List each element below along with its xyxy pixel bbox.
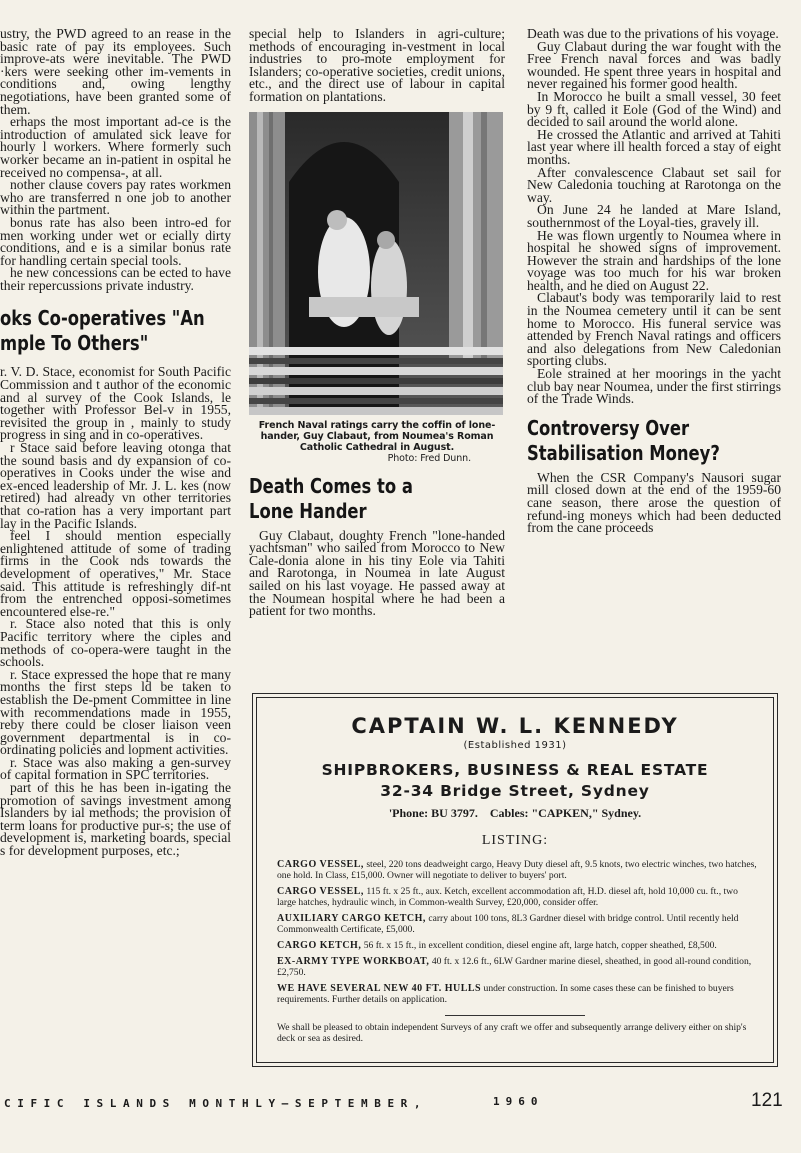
paragraph: he new concessions can be ected to have their repercussions private industry. [0, 265, 231, 293]
paragraph: r. V. D. Stace, economist for South Pacific Commission and t author of the economic and al survey of the Cook Islands, le together with Professor Bel-v in 1955, revisited the group in , mainly to study progress in sing and in co-operatives. [0, 364, 231, 443]
ad-title: CAPTAIN W. L. KENNEDY [351, 714, 679, 738]
ad-list-item [277, 886, 759, 908]
ad-listing-heading: LISTING: [481, 833, 549, 848]
page-number: 121 [751, 1090, 783, 1111]
ad-list-item [277, 956, 759, 978]
paragraph: feel I should mention especially enlightened attitude of some of trading firms in the Cook nds towards the development of operatives," Mr. Stace said. This attitude is refreshingly dif-nt from the entrenched opposi-sometimes encountered else-re." [0, 528, 231, 619]
headline-line: Death Comes to a [249, 473, 413, 498]
paragraph: special help to Islanders in agri-culture; methods of encouraging in-vestment in local industries to pro-mote employment for Islanders; co-operative societies, credit unions, etc., and the direct use of labour in capital formation on plantations. [249, 26, 505, 104]
paragraph: Death was due to the privations of his voyage. [527, 26, 779, 41]
ad-established: (Established 1931) [463, 740, 567, 751]
running-head: CIFIC ISLANDS MONTHLY—SEPTEMBER, [4, 1097, 428, 1110]
ad-item-text: 56 ft. x 15 ft., in excellent condition, diesel engine aft, large hatch, copper sheathed, £8,500. [363, 940, 717, 951]
photo-caption [249, 420, 505, 464]
paragraph: He crossed the Atlantic and arrived at Tahiti last year where ill health forced a stay of eight months. [527, 126, 781, 167]
caption-text: French Naval ratings carry the coffin of lone-hander, Guy Clabaut, from Noumea's Roman Catholic Cathedral in August. [258, 419, 496, 453]
paragraph: part of this he has been in-igating the promotion of savings investment among Islanders by ial methods; the provision of term loans for productive pur-s; the use of development is, marketing boards, special s for development purposes, etc.; [0, 780, 231, 858]
ad-frame [256, 697, 774, 1063]
funeral-photo [249, 112, 503, 415]
ad-list-item [277, 859, 759, 881]
column-right [527, 28, 781, 535]
ad-item-text: steel, 220 tons deadweight cargo, Heavy Duty diesel aft, 9.5 knots, two electric winches, two hatches, one hold. In Class, £15,000. Owner will negotiate to deliver to buyers' port. [277, 859, 757, 881]
ad-list-item [277, 983, 759, 1005]
headline-line: oks Co-operatives "An [0, 306, 205, 331]
paragraph: After convalescence Clabaut set sail for New Caledonia touching at Rarotonga on the way. [527, 164, 781, 205]
paragraph: erhaps the most important ad-ce is the introduction of amulated sick leave for hourly l workers. Where formerly such worker became an in-patient in ospital he received no compensa-, at all. [0, 114, 231, 180]
paragraph: He was flown urgently to Noumea where in hospital he showed signs of improvement. However the strain and hardships of the lone voyage was too much for his war broken health, and he died on August 22. [527, 227, 781, 293]
paragraph: Guy Clabaut, doughty French "lone-handed yachtsman" who sailed from Morocco to New Cale-donia alone in his tiny Eole via Tahiti and Rarotonga, in Noumea in late August sailed on his last voyage. He passed away at the Noumean hospital where he had been a patient for two months. [249, 527, 505, 619]
headline-line: Controversy Over [527, 415, 690, 440]
column-left [0, 28, 231, 858]
page-footer [0, 1090, 801, 1113]
kennedy-advertisement [252, 693, 778, 1067]
ad-list-item [277, 940, 759, 951]
headline-death-comes [249, 474, 459, 524]
ad-list-item [277, 913, 759, 935]
paragraph: r. Stace also noted that this is only Pacific territory where the ciples and methods of co-opera-were taught in the schools. [0, 616, 231, 670]
ad-item-head: EX-ARMY TYPE WORKBOAT, [277, 956, 430, 967]
ad-item-text: 115 ft. x 25 ft., aux. Ketch, excellent accommodation aft, H.D. diesel aft, hold 10,000 cu. ft., two large hatches, hydraulic winch, in Common-wealth Survey, £20,000, consider offer. [277, 886, 738, 908]
paragraph: On June 24 he landed at Mare Island, southernmost of the Loyal-ties, gravely ill. [527, 202, 781, 230]
paragraph: r. Stace expressed the hope that re many months the first steps ld be taken to establish the De-pment Committee in line with recommendations made in 1955, reby there could be closer liaison veen government departmental is in co-ordinating policies and lopment activities. [0, 666, 231, 758]
paragraph: Eole strained at her moorings in the yacht club bay near Noumea, under the first stirrings of the Trade Winds. [527, 366, 781, 407]
ad-item-text: 40 ft. x 12.6 ft., 6LW Gardner marine diesel, sheathed, in good all-round condition, £2,750. [277, 956, 752, 978]
ad-business-line: SHIPBROKERS, BUSINESS & REAL ESTATE [321, 761, 709, 779]
headline-line: mple To Others" [0, 331, 149, 356]
paragraph: bonus rate has also been intro-ed for men working under wet or ecially dirty conditions, and e is a similar bonus rate for handling certain special tools. [0, 214, 231, 268]
paragraph: r Stace said before leaving otonga that the sound basis and dy expansion of co-operatives in Cooks under the wise and ex-enced leadership of Mr. J. L. kes (now retired) had already vn other territories that co-ration has a very important part lay in the Pacific Islands. [0, 440, 231, 531]
paragraph: nother clause covers pay rates workmen who are transferred n one job to another within the partment. [0, 177, 231, 218]
ad-address: 32-34 Bridge Street, Sydney [380, 782, 650, 800]
ad-contact [271, 806, 759, 821]
ad-item-head: CARGO VESSEL, [277, 859, 364, 870]
ad-phone: 'Phone: BU 3797. [388, 806, 478, 820]
headline-line: Lone Hander [249, 498, 367, 523]
photo-image [249, 112, 503, 415]
paragraph: r. Stace was also making a gen-survey of capital formation in SPC territories. [0, 754, 231, 783]
headline-line: Stabilisation Money? [527, 440, 720, 465]
ad-divider [445, 1015, 585, 1016]
ad-footer-note: We shall be pleased to obtain independent Surveys of any craft we offer and subsequently arrange delivery either on ship's deck or sea as desired. [277, 1022, 747, 1044]
paragraph: ustry, the PWD agreed to an rease in the basic rate of pay its employees. Such improve-ats were inevitable. The PWD ·kers were seeking other im-vements in conditions and, owing lengthy negotiations, have been granted some of them. [0, 28, 231, 117]
issue-year: 1960 [493, 1095, 544, 1108]
paragraph: Clabaut's body was temporarily laid to rest in the Noumea cemetery until it can be sent home to Morocco. His funeral service was attended by French Naval ratings and officers and also delegations from New Caledonian sporting clubs. [527, 290, 781, 369]
ad-item-text: under construction. In some cases these can be finished to buyers requirements. Further details on application. [277, 983, 734, 1005]
ad-item-head: CARGO VESSEL, [277, 886, 364, 897]
headline-cooks-cooperatives [0, 306, 205, 356]
photo-credit: Photo: Fred Dunn. [387, 452, 471, 464]
ad-item-head: AUXILIARY CARGO KETCH, [277, 913, 426, 924]
headline-controversy [527, 416, 735, 466]
column-middle [249, 28, 505, 618]
paragraph: When the CSR Company's Nausori sugar mill closed down at the end of the 1959-60 cane season, there arose the question of refund-ing moneys which had been deducted from the cane proceeds [527, 469, 781, 536]
paragraph: Guy Clabaut during the war fought with the Free French naval forces and was badly wounded. He spent three years in hospital and never regained his former good health. [527, 38, 781, 92]
ad-item-head: WE HAVE SEVERAL NEW 40 FT. HULLS [277, 983, 482, 994]
ad-cables: Cables: "CAPKEN," Sydney. [489, 806, 642, 820]
ad-item-text: carry about 100 tons, 8L3 Gardner diesel with bridge control. Until recently held Commonwealth Certificate, £5,000. [277, 913, 739, 935]
ad-item-head: CARGO KETCH, [277, 940, 362, 951]
paragraph: In Morocco he built a small vessel, 30 feet by 9 ft, called it Eole (God of the Wind) and decided to sail around the world alone. [527, 88, 781, 130]
